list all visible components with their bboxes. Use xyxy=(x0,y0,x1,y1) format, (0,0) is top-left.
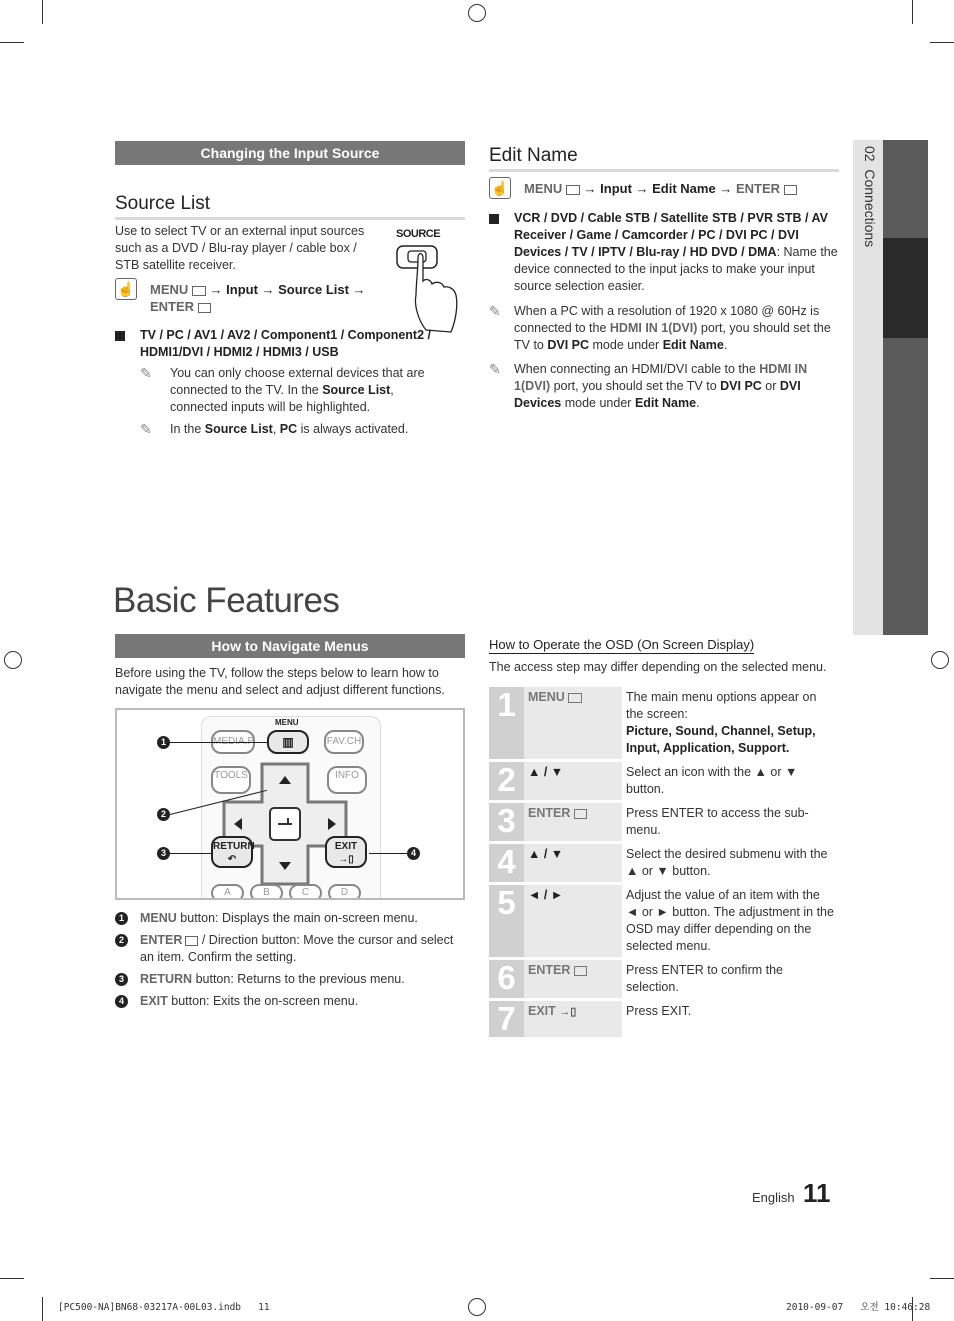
bullet-square-icon xyxy=(115,331,125,341)
color-keys-row xyxy=(211,884,367,900)
color-key-b[interactable]: B xyxy=(250,884,283,900)
source-remote-illustration xyxy=(396,226,466,334)
osd-step-row: 3 ENTER Press ENTER to access the sub-menu. xyxy=(489,802,839,843)
note-pencil-icon: ✎ xyxy=(140,421,152,437)
registration-mark-icon xyxy=(931,651,949,669)
side-tab-active xyxy=(883,238,928,338)
side-tab-block xyxy=(883,338,928,635)
osd-step-row: 2 ▲ / ▼ Select an icon with the ▲ or ▼ button. xyxy=(489,761,839,802)
footer-language: English xyxy=(752,1190,795,1205)
osd-steps-table xyxy=(489,687,839,1040)
source-list-note-2: ✎ In the Source List, PC is always activated. xyxy=(140,421,409,437)
crop-mark xyxy=(0,1278,24,1279)
callout-3: 3 xyxy=(157,847,170,860)
source-list-heading: Source List xyxy=(115,193,465,220)
enter-icon xyxy=(574,966,587,976)
side-tab-block xyxy=(883,140,928,238)
color-key-a[interactable]: A xyxy=(211,884,244,900)
enter-key: ENTER xyxy=(150,299,195,314)
crop-mark xyxy=(42,0,43,24)
enter-icon xyxy=(198,303,211,313)
crop-mark xyxy=(42,1297,43,1321)
legend-item: 1 MENU button: Displays the main on-screen menu. xyxy=(115,910,465,927)
legend-item: 3 RETURN button: Returns to the previous menu. xyxy=(115,971,465,988)
hand-icon: ☝ xyxy=(115,278,137,300)
chapter-title: Basic Features xyxy=(113,581,340,620)
callout-1: 1 xyxy=(157,736,170,749)
source-label: SOURCE xyxy=(396,228,441,240)
print-timestamp: 2010-09-07 오전 10:46:28 xyxy=(786,1302,931,1313)
callout-line-1 xyxy=(170,742,267,743)
osd-heading: How to Operate the OSD (On Screen Display) xyxy=(489,637,755,652)
bullet-square-icon xyxy=(489,214,499,224)
info-button[interactable]: INFO xyxy=(327,766,367,794)
source-list-bullet: TV / PC / AV1 / AV2 / Component1 / Component2 / HDMI1/DVI / HDMI2 / HDMI3 / USB xyxy=(115,327,460,361)
crop-mark xyxy=(0,42,24,43)
legend-item: 4 EXIT button: Exits the on-screen menu. xyxy=(115,993,465,1010)
print-file-info: [PC500-NA]BN68-03217A-00L03.indb 11 xyxy=(58,1302,270,1313)
exit-button[interactable]: EXIT →▯ xyxy=(325,836,367,868)
side-tab-label: 02 Connections xyxy=(862,146,878,248)
osd-intro: The access step may differ depending on the selected menu. xyxy=(489,660,827,674)
enter-icon xyxy=(185,936,198,946)
menu-grid-icon xyxy=(568,693,582,703)
crop-mark xyxy=(930,42,954,43)
registration-mark-icon xyxy=(468,1298,486,1316)
color-key-d[interactable]: D xyxy=(328,884,361,900)
menu-grid-icon xyxy=(566,185,580,195)
edit-name-menu-path: ☝ MENU → Input → Edit Name → ENTER xyxy=(489,180,839,197)
osd-step-row: 5 ◄ / ► Adjust the value of an item with the ◄ or ► button. The adjustment in the OSD may differ depending on the selected menu. xyxy=(489,884,839,959)
legend-item: 2 ENTER / Direction button: Move the cursor and select an item. Confirm the setting. xyxy=(115,932,465,966)
osd-step-row: 1 MENU The main menu options appear on the screen: Picture, Sound, Channel, Setup, Input, Application, Support. xyxy=(489,687,839,761)
tools-button[interactable]: TOOLS xyxy=(211,766,251,794)
edit-name-bullet: VCR / DVD / Cable STB / Satellite STB / PVR STB / AV Receiver / Game / Camcorder / PC / DVI PC / DVI Devices / TV / IPTV / Blu-ray / HD DVD / DMA: Name the device connected to the input jacks to make your input source selection easier. xyxy=(489,210,839,295)
menu-key: MENU xyxy=(150,282,189,297)
page-number: 11 xyxy=(803,1178,831,1208)
fav-ch-button[interactable]: FAV.CH xyxy=(324,730,364,754)
note-pencil-icon: ✎ xyxy=(489,361,501,377)
callout-2: 2 xyxy=(157,808,170,821)
source-list-menu-path xyxy=(115,281,385,315)
hand-icon: ☝ xyxy=(489,177,511,199)
enter-icon xyxy=(784,185,797,195)
registration-mark-icon xyxy=(4,651,22,669)
color-key-c[interactable]: C xyxy=(289,884,322,900)
callout-line-4 xyxy=(369,853,407,854)
osd-step-row: 7 EXIT →▯ Press EXIT. xyxy=(489,1000,839,1039)
note-pencil-icon: ✎ xyxy=(489,303,501,319)
callout-4: 4 xyxy=(407,847,420,860)
exit-icon: →▯ xyxy=(559,1006,577,1018)
navigate-intro: Before using the TV, follow the steps below to learn how to navigate the menu and select and adjust different functions. xyxy=(115,666,445,697)
hand-press-icon xyxy=(396,240,466,335)
section-bar-input-source: Changing the Input Source xyxy=(115,141,465,165)
crop-mark xyxy=(930,1278,954,1279)
section-bar-navigate: How to Navigate Menus xyxy=(115,634,465,658)
edit-name-note-2: ✎ When connecting an HDMI/DVI cable to the HDMI IN 1(DVI) port, you should set the TV to DVI PC or DVI Devices mode under Edit Name. xyxy=(489,361,808,410)
edit-name-note-1: ✎ When a PC with a resolution of 1920 x 1080 @ 60Hz is connected to the HDMI IN 1(DVI) port, you should set the TV to DVI PC mode under Edit Name. xyxy=(489,303,831,352)
callout-line-3 xyxy=(170,853,211,854)
crop-mark xyxy=(912,0,913,24)
menu-path-text: → Input → Source List → xyxy=(209,282,366,297)
remote-diagram xyxy=(115,708,465,900)
return-button[interactable]: RETURN ↶ xyxy=(211,836,253,868)
enter-icon xyxy=(574,809,587,819)
osd-step-row: 4 ▲ / ▼ Select the desired submenu with the ▲ or ▼ button. xyxy=(489,843,839,884)
menu-grid-icon xyxy=(192,286,206,296)
menu-key-label: MENU xyxy=(275,718,299,727)
legend-list xyxy=(115,910,465,1015)
edit-name-heading: Edit Name xyxy=(489,145,839,172)
osd-step-row: 6 ENTER Press ENTER to confirm the selection. xyxy=(489,959,839,1000)
source-list-intro: Use to select TV or an external input sources such as a DVD / Blu-ray player / cable box / STB satellite receiver. xyxy=(115,224,365,272)
source-list-note-1: ✎ You can only choose external devices that are connected to the TV. In the Source List, connected inputs will be highlighted. xyxy=(140,365,425,414)
menu-button[interactable]: ▥ xyxy=(267,730,309,754)
note-pencil-icon: ✎ xyxy=(140,365,152,381)
registration-mark-icon xyxy=(468,4,486,22)
